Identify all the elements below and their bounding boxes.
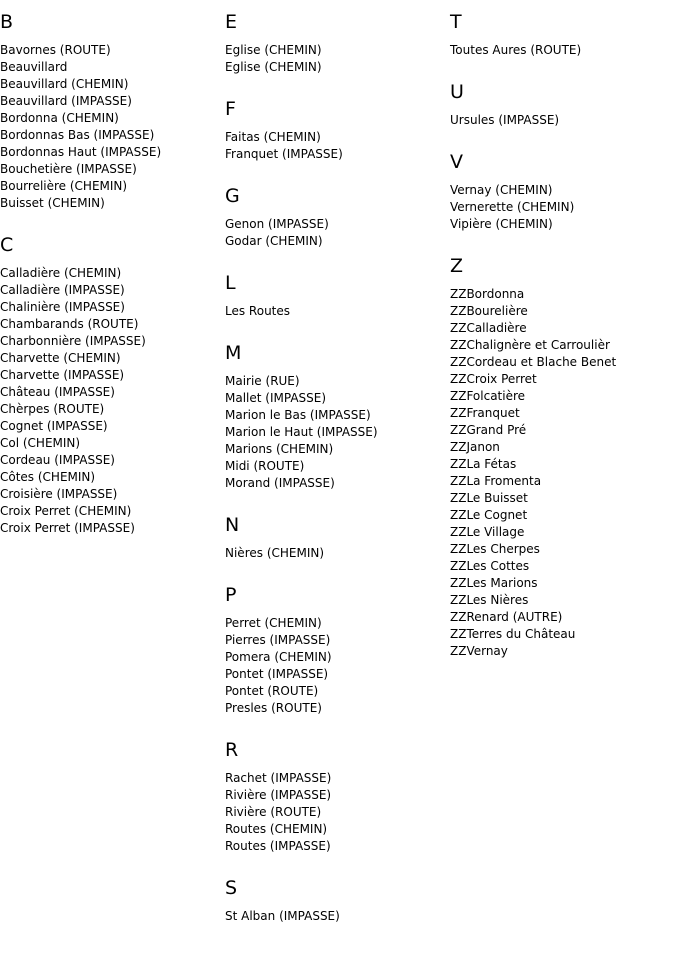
letter-heading: C	[0, 234, 14, 256]
street-link[interactable]: Vernerette (CHEMIN)	[450, 200, 575, 214]
street-link[interactable]: Calladière (CHEMIN)	[0, 266, 122, 280]
street-link[interactable]: Franquet (IMPASSE)	[225, 147, 343, 161]
street-link[interactable]: Côtes (CHEMIN)	[0, 470, 96, 484]
letter-heading: B	[0, 11, 14, 33]
street-link[interactable]: ZZLa Fétas	[450, 457, 517, 471]
street-link[interactable]: Routes (IMPASSE)	[225, 839, 331, 853]
street-link[interactable]: Charvette (CHEMIN)	[0, 351, 121, 365]
street-list	[225, 303, 450, 320]
letter-group	[225, 739, 450, 855]
street-link[interactable]: Pontet (IMPASSE)	[225, 667, 329, 681]
street-link[interactable]: St Alban (IMPASSE)	[225, 909, 340, 923]
letter-heading: U	[450, 81, 464, 103]
street-link[interactable]: Marion le Haut (IMPASSE)	[225, 425, 378, 439]
street-link[interactable]: ZZLes Nières	[450, 593, 529, 607]
letter-group	[225, 272, 450, 320]
street-link[interactable]: Rachet (IMPASSE)	[225, 771, 332, 785]
street-list	[450, 286, 675, 660]
street-link[interactable]: Bouchetière (IMPASSE)	[0, 162, 137, 176]
street-link[interactable]: ZZBordonna	[450, 287, 525, 301]
letter-heading: E	[225, 11, 238, 33]
street-link[interactable]: Bourrelière (CHEMIN)	[0, 179, 128, 193]
street-link[interactable]: Ursules (IMPASSE)	[450, 113, 560, 127]
street-list	[225, 615, 450, 717]
letter-group	[0, 234, 225, 537]
street-link[interactable]: ZZVernay	[450, 644, 508, 658]
street-link[interactable]: Croisière (IMPASSE)	[0, 487, 118, 501]
letter-heading: R	[225, 739, 239, 761]
letter-group	[225, 185, 450, 250]
letter-group	[225, 877, 450, 925]
street-link[interactable]: ZZLes Marions	[450, 576, 538, 590]
street-link[interactable]: ZZLes Cottes	[450, 559, 530, 573]
street-link[interactable]: Chèrpes (ROUTE)	[0, 402, 105, 416]
street-link[interactable]: Bavornes (ROUTE)	[0, 43, 111, 57]
street-link[interactable]: Chambarands (ROUTE)	[0, 317, 139, 331]
street-link[interactable]: Charvette (IMPASSE)	[0, 368, 125, 382]
street-list	[225, 373, 450, 492]
street-list	[225, 908, 450, 925]
street-link[interactable]: ZZTerres du Château	[450, 627, 576, 641]
letter-group	[450, 255, 675, 660]
street-link[interactable]: ZZCordeau et Blache Benet	[450, 355, 617, 369]
letter-heading: P	[225, 584, 237, 606]
street-index-column-3	[450, 11, 675, 682]
letter-heading: F	[225, 98, 236, 120]
street-link[interactable]: Routes (CHEMIN)	[225, 822, 328, 836]
street-link[interactable]: Perret (CHEMIN)	[225, 616, 322, 630]
street-list	[450, 182, 675, 233]
street-link[interactable]: ZZFranquet	[450, 406, 520, 420]
street-link[interactable]: Les Routes	[225, 304, 291, 318]
street-link[interactable]: Pomera (CHEMIN)	[225, 650, 332, 664]
street-link[interactable]: Calladière (IMPASSE)	[0, 283, 125, 297]
street-link[interactable]: Nières (CHEMIN)	[225, 546, 325, 560]
street-list	[225, 216, 450, 250]
letter-heading: V	[450, 151, 463, 173]
street-index-column-1	[0, 11, 225, 559]
street-link[interactable]: Midi (ROUTE)	[225, 459, 305, 473]
street-link[interactable]: ZZLes Cherpes	[450, 542, 540, 556]
street-link[interactable]: Morand (IMPASSE)	[225, 476, 335, 490]
street-link[interactable]: Chalinière (IMPASSE)	[0, 300, 125, 314]
street-link[interactable]: ZZCalladière	[450, 321, 527, 335]
street-link[interactable]: ZZCroix Perret	[450, 372, 537, 386]
street-link[interactable]: ZZChalignère et Carroulièr	[450, 338, 610, 352]
street-list	[450, 42, 675, 59]
letter-group	[450, 11, 675, 59]
street-link[interactable]: Charbonnière (IMPASSE)	[0, 334, 146, 348]
street-link[interactable]: Rivière (ROUTE)	[225, 805, 322, 819]
letter-heading: N	[225, 514, 240, 536]
letter-group	[225, 98, 450, 163]
street-list	[0, 265, 225, 537]
street-link[interactable]: Bordonnas Bas (IMPASSE)	[0, 128, 155, 142]
street-link[interactable]: ZZRenard (AUTRE)	[450, 610, 563, 624]
street-link[interactable]: Eglise (CHEMIN)	[225, 43, 322, 57]
street-list	[225, 129, 450, 163]
street-link[interactable]: Marion le Bas (IMPASSE)	[225, 408, 371, 422]
street-link[interactable]: ZZLe Buisset	[450, 491, 528, 505]
street-link[interactable]: Pierres (IMPASSE)	[225, 633, 331, 647]
street-link[interactable]: Beauvillard (IMPASSE)	[0, 94, 132, 108]
letter-heading: Z	[450, 255, 464, 277]
street-link[interactable]: ZZJanon	[450, 440, 500, 454]
street-list	[225, 770, 450, 855]
letter-group	[450, 151, 675, 233]
street-link[interactable]: Beauvillard (CHEMIN)	[0, 77, 129, 91]
street-link[interactable]: Rivière (IMPASSE)	[225, 788, 332, 802]
street-link[interactable]: Mairie (RUE)	[225, 374, 300, 388]
street-link[interactable]: ZZLa Fromenta	[450, 474, 542, 488]
street-link[interactable]: Faitas (CHEMIN)	[225, 130, 321, 144]
letter-heading: G	[225, 185, 240, 207]
street-link[interactable]: Genon (IMPASSE)	[225, 217, 329, 231]
street-link[interactable]: Cordeau (IMPASSE)	[0, 453, 115, 467]
street-list	[225, 545, 450, 562]
street-link[interactable]: Pontet (ROUTE)	[225, 684, 319, 698]
street-link[interactable]: Beauvillard	[0, 60, 68, 74]
letter-heading: M	[225, 342, 242, 364]
street-link[interactable]: Château (IMPASSE)	[0, 385, 115, 399]
letter-group	[225, 584, 450, 717]
street-link[interactable]: Vernay (CHEMIN)	[450, 183, 553, 197]
street-list	[0, 42, 225, 212]
letter-heading: L	[225, 272, 236, 294]
letter-group	[225, 342, 450, 492]
street-link[interactable]: ZZLe Village	[450, 525, 525, 539]
street-link[interactable]: Bordonnas Haut (IMPASSE)	[0, 145, 162, 159]
street-link[interactable]: Presles (ROUTE)	[225, 701, 322, 715]
street-link[interactable]: Cognet (IMPASSE)	[0, 419, 108, 433]
street-link[interactable]: Godar (CHEMIN)	[225, 234, 323, 248]
street-link[interactable]: ZZBourelière	[450, 304, 528, 318]
street-link[interactable]: Croix Perret (CHEMIN)	[0, 504, 132, 518]
street-list	[225, 42, 450, 76]
street-link[interactable]: Vipière (CHEMIN)	[450, 217, 553, 231]
street-link[interactable]: Bordonna (CHEMIN)	[0, 111, 119, 125]
letter-heading: S	[225, 877, 238, 899]
street-link[interactable]: Buisset (CHEMIN)	[0, 196, 105, 210]
street-link[interactable]: Marions (CHEMIN)	[225, 442, 334, 456]
letter-heading: T	[450, 11, 462, 33]
letter-group	[225, 514, 450, 562]
street-link[interactable]: ZZFolcatière	[450, 389, 526, 403]
street-link[interactable]: Col (CHEMIN)	[0, 436, 81, 450]
letter-group	[450, 81, 675, 129]
street-link[interactable]: Eglise (CHEMIN)	[225, 60, 322, 74]
street-link[interactable]: ZZLe Cognet	[450, 508, 528, 522]
street-link[interactable]: Toutes Aures (ROUTE)	[450, 43, 582, 57]
street-link[interactable]: Croix Perret (IMPASSE)	[0, 521, 135, 535]
street-index-column-2	[225, 11, 450, 947]
letter-group	[225, 11, 450, 76]
letter-group	[0, 11, 225, 212]
street-list	[450, 112, 675, 129]
street-link[interactable]: Mallet (IMPASSE)	[225, 391, 327, 405]
street-link[interactable]: ZZGrand Pré	[450, 423, 527, 437]
